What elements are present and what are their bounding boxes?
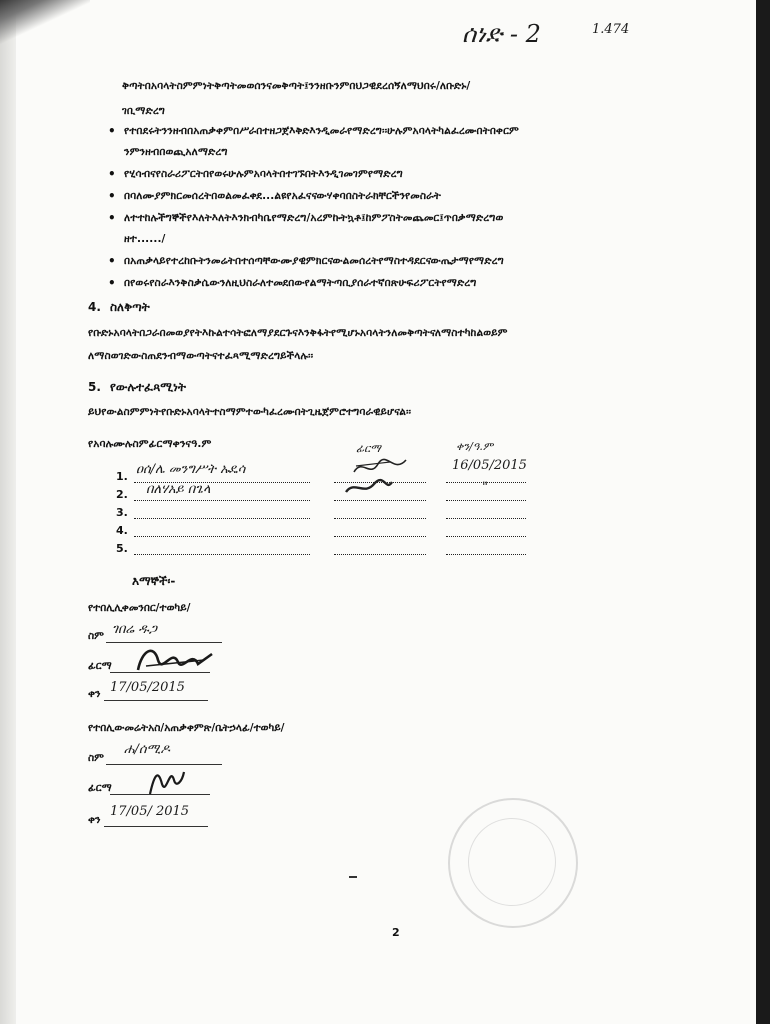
bullet-marker: •	[108, 124, 116, 138]
date-line	[446, 518, 526, 519]
signature-column-header: ፊርማ	[356, 442, 381, 455]
signature-line	[334, 500, 426, 501]
member-date: 16/05/2015	[452, 458, 527, 473]
signature-label: ፊርማ	[88, 782, 112, 794]
list-item-text-cont: ዘተ....../	[124, 233, 166, 245]
date-line	[104, 826, 208, 827]
name-line	[134, 500, 310, 501]
row-number: 1.	[116, 470, 128, 483]
list-item-text: በአጠቃላይየተረከቡትንመሬትበተሰጣቸውሙያዊምክርናውልመሰረትየማስተዳደርናውጤታማየማድረግ	[124, 255, 504, 267]
receiver-signature	[132, 640, 218, 682]
row-number: 3.	[116, 506, 128, 519]
office-date: 17/05/ 2015	[110, 804, 190, 819]
date-line	[104, 700, 208, 701]
divider-mark	[349, 876, 357, 878]
office-signature	[144, 762, 188, 800]
witnesses-title: እማኞች፡-	[132, 574, 176, 588]
name-line	[134, 518, 310, 519]
receiver-date: 17/05/2015	[110, 680, 185, 695]
intro-line-1: ቅጣትበአባላትስምምነትቅጣትመወሰንናመቅጣት፤ንንዘቡንምበህጋዊደረሰኝለማህበሩ/ለቡድኑ/	[122, 80, 471, 92]
member-name: በለሃአይ በጌላ	[146, 482, 211, 497]
row-number: 2.	[116, 488, 128, 501]
list-item-text: የተበደሩትንንዘብበአጠቃቀምበሥራበተዘጋጀእቅድእንዲመራየማድረግ፡፡ሁሉምአባላትካልፈረሙበትበቀርም	[124, 125, 519, 137]
office-title: የተበሊውመሬትአስ/አጠቃቀምጽ/ቤትኃላፊ/ተወካይ/	[88, 722, 285, 734]
date-label: ቀን	[88, 814, 101, 826]
name-line	[134, 554, 310, 555]
list-item-text: በባለሙያምክርመሰረትበወልመፈቀደ...ልዩየአፈናናውሃቀባበስትራክቸርችንየመስራት	[124, 190, 441, 202]
name-label: ስም	[88, 630, 104, 642]
bullet-marker: •	[108, 211, 116, 225]
list-item-text: ለተተከሉችግኞችየእለትእለትእንክብካቤየማድረግ/አረምኩትኳቶ፤ከምፖስትመጨመር፤ጥበቃማድረግወ	[124, 212, 504, 224]
bullet-marker: •	[108, 276, 116, 290]
list-item-text: በየወሩየስራእንቅስቃሴውንለዚህስራለተመደበውየልማትጣቢያሰራተኛበጽሁፍሪፖርትየማድረግ	[124, 277, 477, 289]
row-number: 4.	[116, 524, 128, 537]
signature-line	[334, 536, 426, 537]
bullet-marker: •	[108, 167, 116, 181]
handwritten-document-label: ሰነድ - 2	[462, 20, 541, 48]
name-label: ስም	[88, 752, 104, 764]
page-number: 2	[392, 926, 400, 939]
bullet-marker: •	[108, 189, 116, 203]
section-4-line-1: የቡድኑአባላትበጋራበመወያየትእኩልተሳትፎለማያደርጉናእንቅፋትየሚሆኑአባላትንለመቅጣትናለማስተካከልወይም	[88, 327, 508, 339]
section-title: ስለቅጣት	[110, 300, 150, 314]
receiver-title: የተበሊሊቀመንበር/ተወካይ/	[88, 602, 191, 614]
section-title: የውሉተፈጻሚነት	[110, 380, 186, 394]
date-column-header: ቀን/ዓ.ም	[456, 440, 494, 453]
signature-line	[334, 518, 426, 519]
member-signature	[350, 454, 410, 480]
list-item-text: የሂሳብናየስራሪፖርትበየወሩሁሉምአባላትበተገኙበትእንዲገመገምየማድረግ	[124, 168, 403, 180]
row-number: 5.	[116, 542, 128, 555]
bullet-marker: •	[108, 254, 116, 268]
section-4-line-2: ለማስወገድውስጠደንብማውጣትናተፈጻሚማድረግይችላሉ፡፡	[88, 350, 314, 362]
scan-right-edge	[756, 0, 770, 1024]
date-line	[446, 536, 526, 537]
date-label: ቀን	[88, 688, 101, 700]
office-name: ሐ/ሰሚዶ	[124, 742, 170, 757]
signature-label: ፊርማ	[88, 660, 112, 672]
member-signature	[344, 478, 394, 498]
list-item-text-cont: ንምንዘብበወጪአለማድረግ	[124, 146, 228, 158]
signature-line	[334, 554, 426, 555]
members-caption: የአባሉሙሉስምፊርማቀንናዓ.ም	[88, 438, 212, 450]
name-line	[134, 536, 310, 537]
date-line	[446, 554, 526, 555]
scan-corner-shadow	[0, 0, 90, 70]
date-line	[446, 500, 526, 501]
member-date: "	[482, 480, 488, 495]
section-number: 5.	[88, 380, 101, 394]
faded-official-stamp	[448, 798, 578, 928]
section-number: 4.	[88, 300, 101, 314]
scan-left-margin	[0, 0, 16, 1024]
intro-line-2: ገቢማድረግ	[122, 105, 165, 117]
handwritten-number: 1.474	[592, 22, 630, 37]
member-name: ዐሰ/ሌ መንግሥት ኡዴሳ	[136, 462, 246, 477]
receiver-name: ገበሬ ዱጋ	[112, 622, 157, 637]
section-5-line-1: ይህየውልስምምነትየቡድኑአባላትተስማምተውካፈረሙበትጊዜጀምሮተግባራዊይሆናል፡፡	[88, 406, 412, 418]
